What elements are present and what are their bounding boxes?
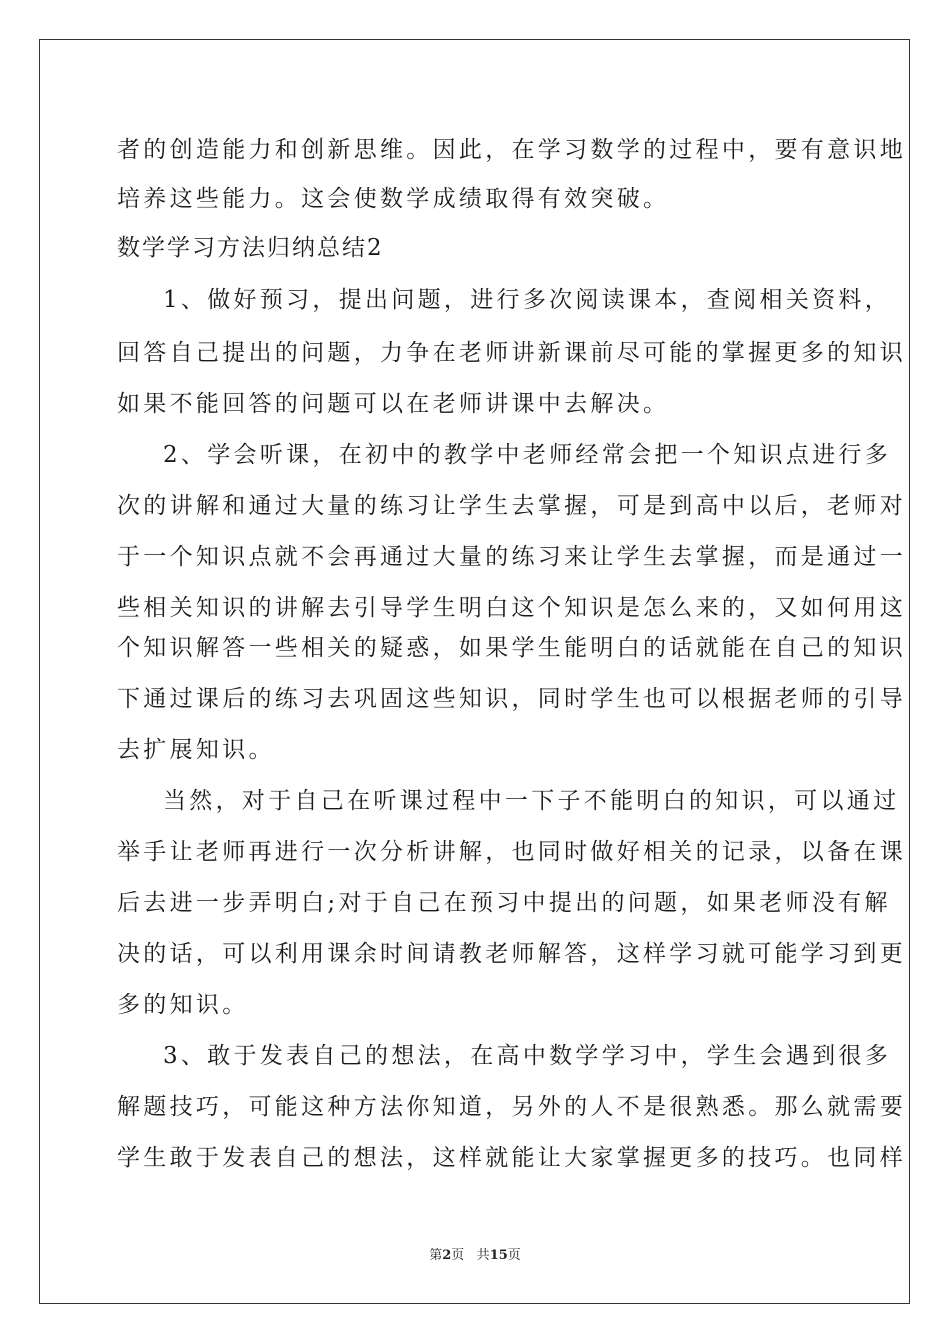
paragraph-line: 多的知识。 — [117, 992, 249, 1018]
paragraph-line: 培养这些能力。这会使数学成绩取得有效突破。 — [117, 186, 670, 212]
page-number-suffix: 页 — [451, 1248, 465, 1263]
page-footer — [0, 1248, 950, 1264]
paragraph-line: 学生敢于发表自己的想法，这样就能让大家掌握更多的技巧。也同样 — [117, 1145, 906, 1171]
paragraph-line: 1、做好预习，提出问题，进行多次阅读课本，查阅相关资料， — [163, 287, 892, 313]
section-heading: 数学学习方法归纳总结2 — [117, 235, 384, 261]
paragraph-line: 2、学会听课，在初中的教学中老师经常会把一个知识点进行多 — [163, 442, 892, 468]
paragraph-line: 些相关知识的讲解去引导学生明白这个知识是怎么来的，又如何用这 — [117, 595, 906, 621]
page-number-current: 2 — [442, 1248, 452, 1263]
page-number-prefix: 第 — [429, 1248, 443, 1263]
paragraph-line: 去扩展知识。 — [117, 737, 275, 763]
paragraph-line: 次的讲解和通过大量的练习让学生去掌握，可是到高中以后，老师对 — [117, 493, 906, 519]
paragraph-line: 当然，对于自己在听课过程中一下子不能明白的知识，可以通过 — [163, 788, 900, 814]
paragraph-line: 如果不能回答的问题可以在老师讲课中去解决。 — [117, 391, 670, 417]
paragraph-line: 3、敢于发表自己的想法，在高中数学学习中，学生会遇到很多 — [163, 1043, 892, 1069]
paragraph-line: 回答自己提出的问题，力争在老师讲新课前尽可能的掌握更多的知识 — [117, 340, 906, 366]
paragraph-line: 者的创造能力和创新思维。因此，在学习数学的过程中，要有意识地 — [117, 137, 906, 163]
paragraph-line: 后去进一步弄明白;对于自己在预习中提出的问题，如果老师没有解 — [117, 890, 891, 916]
page-total-suffix: 页 — [507, 1248, 521, 1263]
paragraph-line: 于一个知识点就不会再通过大量的练习来让学生去掌握，而是通过一 — [117, 544, 906, 570]
paragraph-line: 解题技巧，可能这种方法你知道，另外的人不是很熟悉。那么就需要 — [117, 1094, 906, 1120]
paragraph-line: 决的话，可以利用课余时间请教老师解答，这样学习就可能学习到更 — [117, 941, 906, 967]
paragraph-line: 个知识解答一些相关的疑惑，如果学生能明白的话就能在自己的知识 — [117, 635, 906, 661]
paragraph-line: 举手让老师再进行一次分析讲解，也同时做好相关的记录，以备在课 — [117, 839, 906, 865]
page-total-count: 15 — [489, 1248, 508, 1263]
paragraph-line: 下通过课后的练习去巩固这些知识，同时学生也可以根据老师的引导 — [117, 686, 906, 712]
page-total-prefix: 共 — [476, 1248, 490, 1263]
